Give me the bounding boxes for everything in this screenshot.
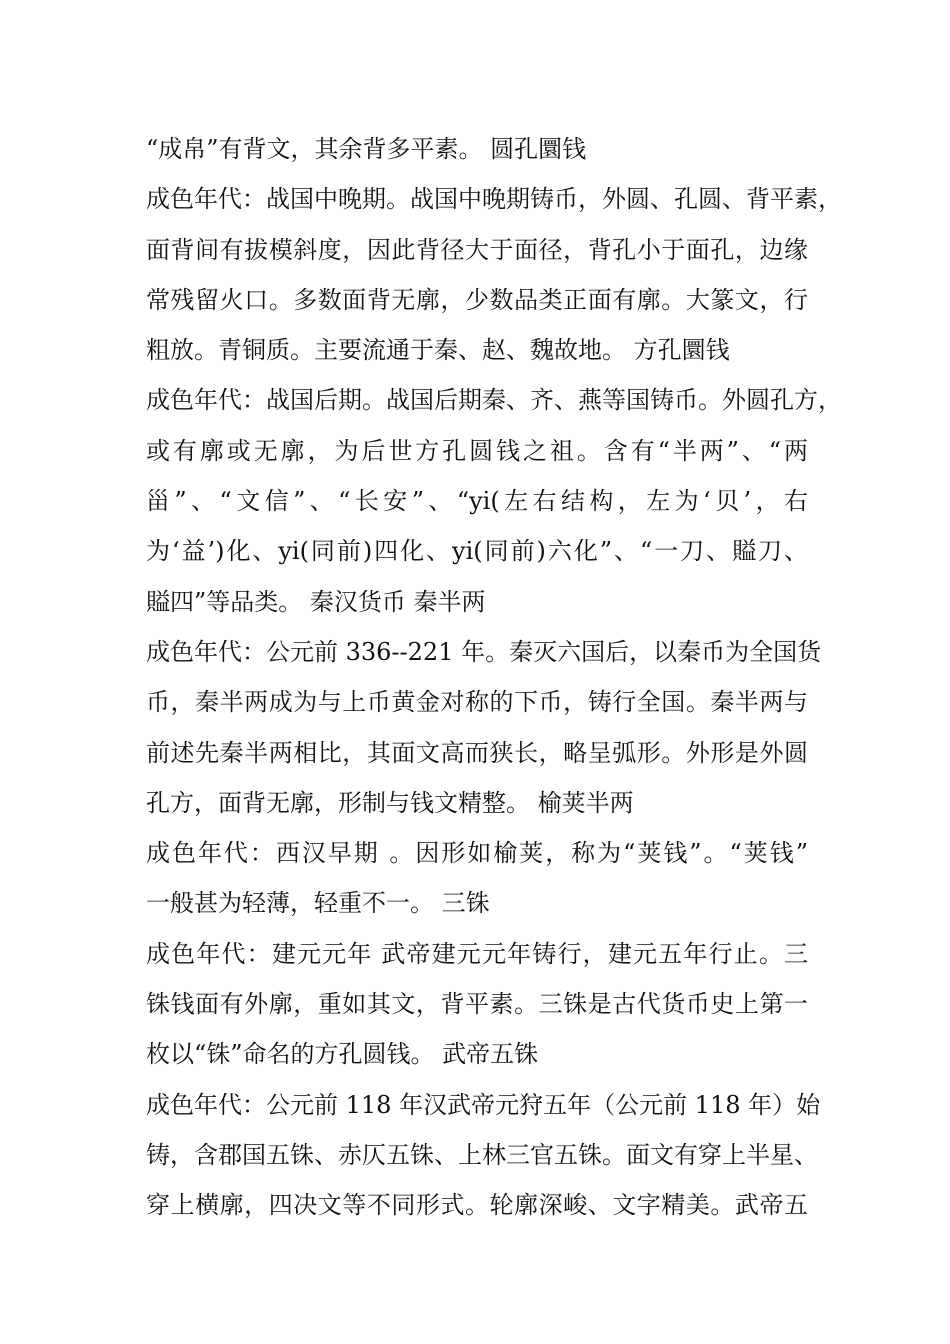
text-line: 枚以“铢”命名的方孔圆钱。 武帝五铢: [146, 1040, 539, 1069]
text-line: 铢钱面有外廓，重如其文，背平素。三铢是古代货币史上第一: [146, 990, 808, 1019]
text-line: 铸，含郡国五铢、赤仄五铢、上林三官五铢。面文有穿上半星、: [146, 1140, 818, 1169]
text-line: 穿上横廓，四决文等不同形式。轮廓深峻、文字精美。武帝五: [146, 1191, 808, 1220]
text-line: “成帛”有背文，其余背多平素。 圆孔圜钱: [146, 135, 587, 163]
text-line: 币，秦半两成为与上币黄金对称的下币，铸行全国。秦半两与: [146, 688, 808, 717]
text-line: 成色年代：建元元年 武帝建元元年铸行，建元五年行止。三: [146, 939, 808, 968]
text-line: 成色年代：战国中晚期。战国中晚期铸币，外圆、孔圆、背平素，: [146, 185, 842, 214]
text-line: 甾”、“文信”、“长安”、“yi(左右结构，左为‘贝’，右: [146, 487, 808, 516]
text-line: 成色年代：公元前 336--221 年。秦灭六国后，以秦币为全国货: [146, 637, 822, 666]
text-line: 前述先秦半两相比，其面文高而狭长，略呈弧形。外形是外圆: [146, 738, 808, 767]
text-line: 賹四”等品类。 秦汉货币 秦半两: [146, 587, 486, 616]
text-line: 常残留火口。多数面背无廓，少数品类正面有廓。大篆文，行: [146, 285, 808, 314]
document-body: [146, 124, 842, 1231]
text-line: 一般甚为轻薄，轻重不一。 三铢: [146, 889, 490, 918]
text-line: 成色年代：战国后期。战国后期秦、齐、燕等国铸币。外圆孔方，: [146, 386, 842, 415]
text-line: 成色年代：西汉早期 。因形如榆荚，称为“荚钱”。“荚钱”: [146, 839, 808, 868]
text-line: 为‘益’)化、yi(同前)四化、yi(同前)六化”、“一刀、賹刀、: [146, 537, 808, 566]
text-line: 粗放。青铜质。主要流通于秦、赵、魏故地。 方孔圜钱: [146, 336, 730, 365]
text-line: 成色年代：公元前 118 年汉武帝元狩五年（公元前 118 年）始: [146, 1090, 821, 1119]
text-line: 面背间有拔模斜度，因此背径大于面径，背孔小于面孔，边缘: [146, 235, 808, 264]
text-line: 或有廓或无廓，为后世方孔圆钱之祖。含有“半两”、“两: [146, 436, 808, 465]
text-line: 孔方，面背无廓，形制与钱文精整。 榆荚半两: [146, 788, 634, 817]
